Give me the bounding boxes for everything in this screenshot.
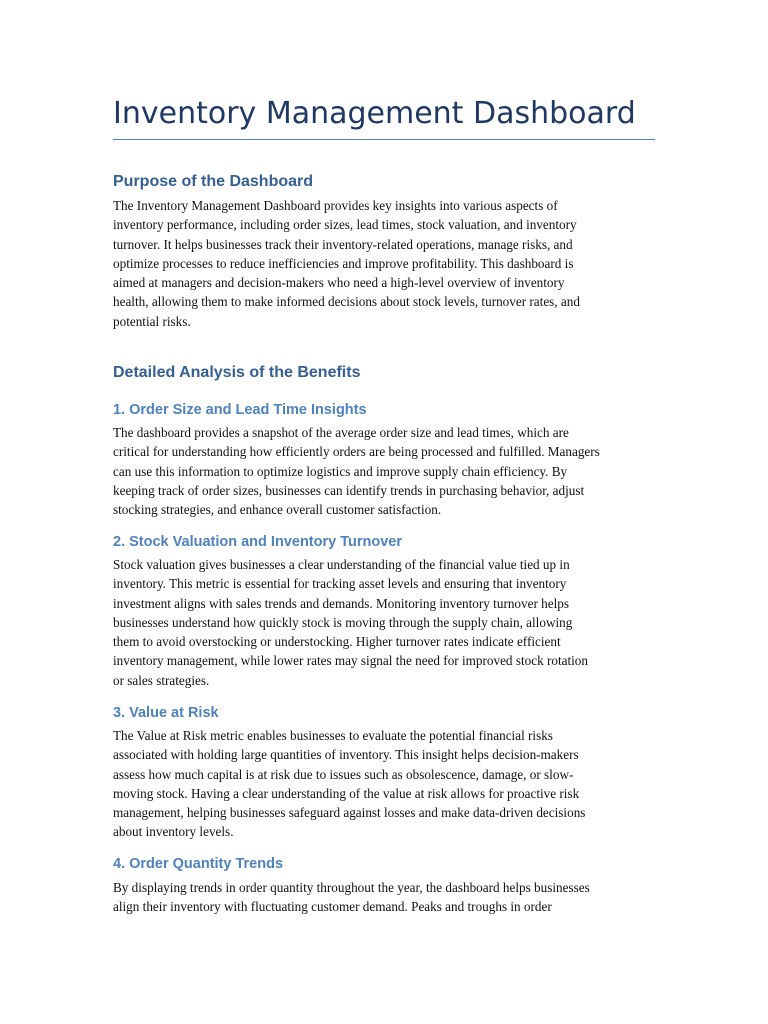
paragraph-line: Stock valuation gives businesses a clear understanding of the financial value tied up in xyxy=(113,557,570,572)
paragraph-line: optimize processes to reduce inefficiencies and improve profitability. This dashboard is xyxy=(113,255,574,271)
paragraph-line: critical for understanding how efficiently orders are being processed and fulfilled. Managers xyxy=(113,444,600,460)
paragraph-line: keeping track of order sizes, businesses can identify trends in purchasing behavior, adjust xyxy=(113,482,585,498)
section-heading-purpose: Purpose of the Dashboard xyxy=(113,173,314,190)
order-size-paragraph xyxy=(113,423,657,519)
title-underline-rule xyxy=(113,139,655,140)
paragraph-line: investment aligns with sales trends and demands. Monitoring inventory turnover helps xyxy=(113,595,569,611)
section-heading-benefits: Detailed Analysis of the Benefits xyxy=(113,364,361,381)
paragraph-line: By displaying trends in order quantity throughout the year, the dashboard helps businesses xyxy=(113,880,590,895)
paragraph-line: turnover. It helps businesses track their inventory-related operations, manage risks, and xyxy=(113,236,573,252)
paragraph-line: potential risks. xyxy=(113,313,191,329)
value-at-risk-paragraph xyxy=(113,726,657,842)
paragraph-line: align their inventory with fluctuating customer demand. Peaks and troughs in order xyxy=(113,899,552,915)
paragraph-line: about inventory levels. xyxy=(113,824,234,840)
paragraph-line: The dashboard provides a snapshot of the average order size and lead times, which are xyxy=(113,425,569,440)
paragraph-line: assess how much capital is at risk due to issues such as obsolescence, damage, or slow- xyxy=(113,766,574,782)
paragraph-line: them to avoid overstocking or understocking. Higher turnover rates indicate efficient xyxy=(113,634,561,650)
stock-valuation-paragraph xyxy=(113,555,657,690)
paragraph-line: inventory. This metric is essential for tracking asset levels and ensuring that inventory xyxy=(113,576,567,592)
subsection-heading-value-at-risk: 3. Value at Risk xyxy=(113,705,219,721)
paragraph-line: The Inventory Management Dashboard provides key insights into various aspects of xyxy=(113,198,558,213)
paragraph-line: The Value at Risk metric enables businesses to evaluate the potential financial risks xyxy=(113,728,553,743)
purpose-paragraph xyxy=(113,196,657,331)
paragraph-line: management, helping businesses safeguard against losses and make data-driven decisions xyxy=(113,805,586,821)
subsection-heading-order-quantity: 4. Order Quantity Trends xyxy=(113,856,284,872)
paragraph-line: inventory management, while lower rates may signal the need for improved stock rotation xyxy=(113,653,588,669)
subsection-heading-order-size: 1. Order Size and Lead Time Insights xyxy=(113,402,367,418)
paragraph-line: can use this information to optimize logistics and improve supply chain efficiency. By xyxy=(113,463,568,479)
paragraph-line: health, allowing them to make informed decisions about stock levels, turnover rates, and xyxy=(113,294,580,310)
paragraph-line: inventory performance, including order sizes, lead times, stock valuation, and inventory xyxy=(113,217,577,233)
order-quantity-paragraph xyxy=(113,878,657,917)
document-title: Inventory Management Dashboard xyxy=(113,96,636,131)
paragraph-line: or sales strategies. xyxy=(113,672,210,688)
paragraph-line: moving stock. Having a clear understanding of the value at risk allows for proactive risk xyxy=(113,785,580,801)
paragraph-line: businesses understand how quickly stock is moving through the supply chain, allowing xyxy=(113,614,573,630)
paragraph-line: aimed at managers and decision-makers who need a high-level overview of inventory xyxy=(113,275,565,291)
paragraph-line: stocking strategies, and enhance overall customer satisfaction. xyxy=(113,502,442,518)
subsection-heading-stock-valuation: 2. Stock Valuation and Inventory Turnover xyxy=(113,534,402,550)
paragraph-line: associated with holding large quantities of inventory. This insight helps decision-makers xyxy=(113,747,579,763)
